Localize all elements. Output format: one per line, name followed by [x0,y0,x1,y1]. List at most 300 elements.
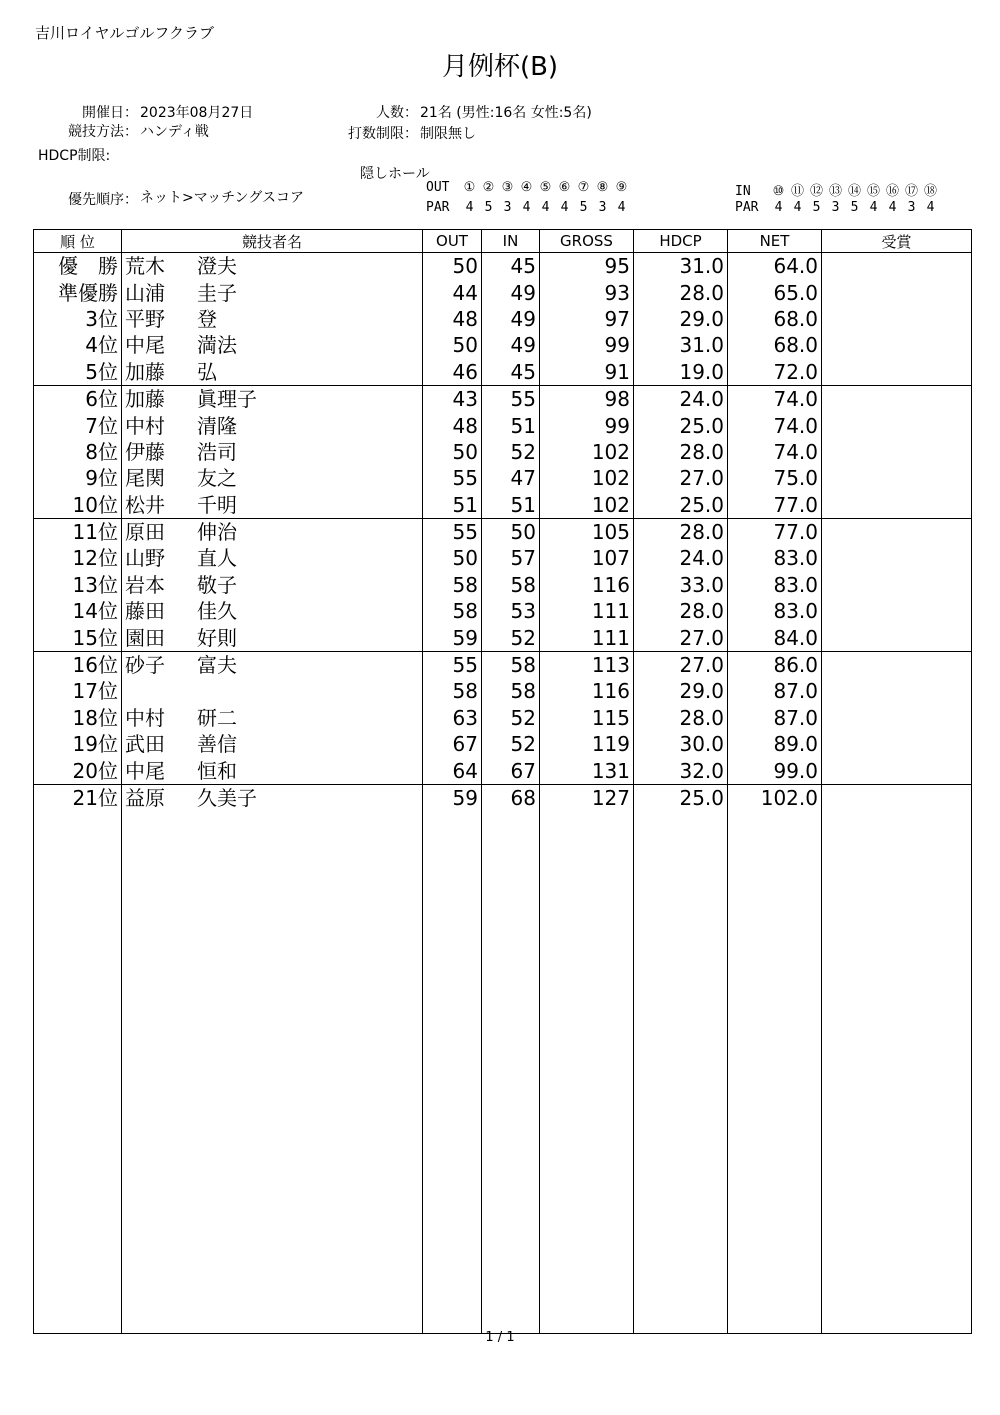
first-name: 千明 [197,492,237,517]
out-cell: 55 [423,465,482,491]
last-name: 中村 [125,705,165,730]
last-name: 原田 [125,520,165,545]
holes-row-label: PAR [426,200,450,215]
first-name: 佳久 [197,599,237,624]
gross-cell: 131 [540,757,634,784]
last-name: 中尾 [125,333,165,358]
name-cell [122,731,423,757]
table-row [34,465,972,491]
rank-cell: 準優勝 [34,279,122,305]
hdcp-cell: 25.0 [634,412,728,438]
table-row [34,545,972,571]
net-cell: 72.0 [728,359,822,386]
gross-cell: 107 [540,545,634,571]
hdcp-cell: 27.0 [634,651,728,678]
method-value: ハンディ戦 [140,124,209,140]
gross-cell: 102 [540,492,634,519]
last-name: 平野 [125,306,165,331]
gross-cell: 93 [540,279,634,305]
header-hdcp: HDCP [634,230,728,253]
award-cell [822,598,972,624]
in-holes-row [735,180,940,199]
net-cell: 89.0 [728,731,822,757]
holes-row-label: OUT [426,180,450,195]
in-cell: 52 [482,731,540,757]
hole-cell: ⑦ [577,180,590,195]
award-cell [822,651,972,678]
hdcp-cell: 30.0 [634,731,728,757]
stroke-limit-label: 打数制限： [348,126,418,142]
last-name: 山野 [125,546,165,571]
gross-cell: 98 [540,385,634,412]
award-cell [822,705,972,731]
results-table [33,229,972,1334]
out-cell: 50 [423,332,482,358]
award-cell [822,306,972,332]
in-cell: 52 [482,705,540,731]
name-cell [122,651,423,678]
gross-cell: 116 [540,678,634,704]
in-cell: 49 [482,279,540,305]
hdcp-cell: 27.0 [634,624,728,651]
hdcp-cell: 29.0 [634,306,728,332]
count-label: 人数： [376,105,418,121]
count-value: 21名 (男性:16名 女性:5名) [420,105,592,121]
name-cell [122,678,423,704]
gross-cell: 116 [540,572,634,598]
empty-cell [34,811,122,1334]
hdcp-cell: 33.0 [634,572,728,598]
last-name: 加藤 [125,359,165,384]
out-cell: 59 [423,624,482,651]
header-award: 受賞 [822,230,972,253]
holes-row-label: IN [735,184,751,199]
out-par-row [426,200,631,215]
date-value: 2023年08月27日 [140,105,254,121]
rank-cell: 15位 [34,624,122,651]
net-cell: 83.0 [728,572,822,598]
net-cell: 87.0 [728,678,822,704]
gross-cell: 91 [540,359,634,386]
hole-cell: ⑥ [558,180,571,195]
award-cell [822,359,972,386]
award-cell [822,492,972,519]
header-out: OUT [423,230,482,253]
hole-cell: ⑫ [809,184,823,199]
net-cell: 65.0 [728,279,822,305]
hdcp-limit-label: HDCP制限: [38,148,111,164]
net-cell: 75.0 [728,465,822,491]
hdcp-cell: 25.0 [634,492,728,519]
hole-cell: ⑱ [923,184,937,199]
gross-cell: 97 [540,306,634,332]
table-row [34,306,972,332]
last-name: 岩本 [125,572,165,597]
table-row [34,678,972,704]
out-cell: 51 [423,492,482,519]
out-cell: 64 [423,757,482,784]
method-label: 競技方法： [68,124,138,140]
hdcp-cell: 28.0 [634,705,728,731]
gross-cell: 115 [540,705,634,731]
hole-cell: 4 [869,200,878,215]
table-row [34,385,972,412]
hdcp-cell: 31.0 [634,253,728,280]
table-row [34,439,972,465]
out-cell: 43 [423,385,482,412]
table-row [34,359,972,386]
rank-cell: 10位 [34,492,122,519]
first-name: 直人 [197,546,237,571]
hole-cell: ⑪ [790,184,804,199]
award-cell [822,253,972,280]
out-cell: 50 [423,253,482,280]
out-cell: 55 [423,518,482,545]
hdcp-cell: 25.0 [634,784,728,811]
rank-cell: 14位 [34,598,122,624]
empty-cell [634,811,728,1334]
award-cell [822,678,972,704]
hdcp-cell: 31.0 [634,332,728,358]
in-cell: 45 [482,359,540,386]
out-cell: 44 [423,279,482,305]
award-cell [822,757,972,784]
last-name: 伊藤 [125,439,165,464]
in-cell: 67 [482,757,540,784]
empty-cell [482,811,540,1334]
empty-cell [540,811,634,1334]
gross-cell: 127 [540,784,634,811]
first-name: 弘 [197,359,217,384]
first-name: 善信 [197,732,237,757]
out-holes-row [426,180,631,195]
table-filler-row [34,811,972,1334]
rank-cell: 21位 [34,784,122,811]
last-name: 藤田 [125,599,165,624]
hole-cell: 4 [522,200,531,215]
first-name: 浩司 [197,439,237,464]
name-cell [122,465,423,491]
header-in: IN [482,230,540,253]
name-cell [122,518,423,545]
last-name: 益原 [125,786,165,810]
name-cell [122,492,423,519]
date-label: 開催日： [82,105,138,121]
hole-cell: ④ [520,180,533,195]
in-cell: 45 [482,253,540,280]
award-cell [822,624,972,651]
hdcp-cell: 28.0 [634,598,728,624]
first-name: 久美子 [197,786,257,810]
in-cell: 52 [482,624,540,651]
name-cell [122,253,423,280]
award-cell [822,731,972,757]
net-cell: 74.0 [728,439,822,465]
award-cell [822,572,972,598]
name-cell [122,332,423,358]
hole-cell: ⑭ [847,184,861,199]
net-cell: 68.0 [728,332,822,358]
first-name: 圭子 [197,280,237,305]
net-cell: 77.0 [728,492,822,519]
award-cell [822,784,972,811]
last-name: 尾関 [125,466,165,491]
first-name: 研二 [197,705,237,730]
empty-cell [822,811,972,1334]
award-cell [822,412,972,438]
stroke-limit-value: 制限無し [420,126,476,142]
table-row [34,624,972,651]
rank-cell: 18位 [34,705,122,731]
rank-cell: 11位 [34,518,122,545]
table-row [34,731,972,757]
first-name: 登 [197,306,217,331]
hole-cell: 5 [812,200,821,215]
hole-cell: ⑯ [885,184,899,199]
award-cell [822,439,972,465]
out-cell: 67 [423,731,482,757]
table-row [34,492,972,519]
net-cell: 77.0 [728,518,822,545]
gross-cell: 111 [540,598,634,624]
rank-cell: 17位 [34,678,122,704]
in-cell: 58 [482,572,540,598]
in-cell: 57 [482,545,540,571]
net-cell: 99.0 [728,757,822,784]
table-row [34,518,972,545]
gross-cell: 102 [540,439,634,465]
rank-cell: 19位 [34,731,122,757]
header-rank: 順 位 [34,230,122,253]
out-cell: 59 [423,784,482,811]
out-cell: 48 [423,306,482,332]
net-cell: 83.0 [728,545,822,571]
rank-cell: 20位 [34,757,122,784]
gross-cell: 119 [540,731,634,757]
hole-cell: 3 [831,200,840,215]
name-cell [122,279,423,305]
hdcp-cell: 24.0 [634,545,728,571]
hdcp-cell: 28.0 [634,439,728,465]
hole-cell: 5 [850,200,859,215]
hole-cell: ⑮ [866,184,880,199]
out-cell: 58 [423,572,482,598]
in-cell: 52 [482,439,540,465]
in-par-row [735,200,940,215]
last-name: 松井 [125,492,165,517]
gross-cell: 99 [540,332,634,358]
rank-cell: 8位 [34,439,122,465]
name-cell [122,385,423,412]
hdcp-cell: 19.0 [634,359,728,386]
first-name: 恒和 [197,758,237,783]
net-cell: 84.0 [728,624,822,651]
in-cell: 55 [482,385,540,412]
table-row [34,705,972,731]
header-net: NET [728,230,822,253]
hole-cell: ⑤ [539,180,552,195]
hdcp-cell: 32.0 [634,757,728,784]
rank-cell: 13位 [34,572,122,598]
award-cell [822,279,972,305]
name-cell [122,412,423,438]
out-cell: 50 [423,439,482,465]
in-cell: 53 [482,598,540,624]
rank-cell: 9位 [34,465,122,491]
gross-cell: 105 [540,518,634,545]
hole-cell: ⑧ [596,180,609,195]
table-row [34,757,972,784]
name-cell [122,624,423,651]
last-name: 中尾 [125,758,165,783]
gross-cell: 99 [540,412,634,438]
holes-row-label: PAR [735,200,759,215]
hdcp-cell: 28.0 [634,518,728,545]
name-cell [122,306,423,332]
hole-cell: 4 [560,200,569,215]
hole-cell: ⑨ [615,180,628,195]
hidden-hole-label: 隠しホール [360,166,430,182]
out-cell: 50 [423,545,482,571]
hole-cell: 3 [907,200,916,215]
last-name: 加藤 [125,387,165,412]
page-title: 月例杯(B) [441,52,559,82]
gross-cell: 111 [540,624,634,651]
hole-cell: ⑬ [828,184,842,199]
header-gross: GROSS [540,230,634,253]
empty-cell [728,811,822,1334]
rank-cell: 12位 [34,545,122,571]
first-name: 友之 [197,466,237,491]
hole-cell: 4 [541,200,550,215]
hole-cell: ⑩ [772,184,785,199]
name-cell [122,439,423,465]
out-cell: 48 [423,412,482,438]
first-name: 富夫 [197,653,237,678]
net-cell: 86.0 [728,651,822,678]
rank-cell: 優 勝 [34,253,122,280]
hole-cell: ③ [501,180,514,195]
first-name: 敬子 [197,572,237,597]
net-cell: 87.0 [728,705,822,731]
rank-cell: 6位 [34,385,122,412]
first-name: 好則 [197,625,237,650]
name-cell [122,545,423,571]
name-cell [122,572,423,598]
net-cell: 102.0 [728,784,822,811]
last-name: 荒木 [125,254,165,279]
in-cell: 51 [482,492,540,519]
first-name: 澄夫 [197,254,237,279]
first-name: 満法 [197,333,237,358]
in-cell: 68 [482,784,540,811]
name-cell [122,598,423,624]
rank-cell: 3位 [34,306,122,332]
hdcp-cell: 28.0 [634,279,728,305]
in-cell: 49 [482,332,540,358]
rank-cell: 4位 [34,332,122,358]
last-name: 園田 [125,625,165,650]
first-name: 清隆 [197,413,237,438]
club-name: 吉川ロイヤルゴルフクラブ [35,24,214,42]
in-cell: 50 [482,518,540,545]
rank-cell: 5位 [34,359,122,386]
net-cell: 64.0 [728,253,822,280]
out-cell: 46 [423,359,482,386]
priority-value: ネット>マッチングスコア [140,190,305,206]
out-cell: 58 [423,598,482,624]
hdcp-cell: 27.0 [634,465,728,491]
priority-label: 優先順序： [68,192,138,208]
net-cell: 83.0 [728,598,822,624]
award-cell [822,385,972,412]
gross-cell: 95 [540,253,634,280]
gross-cell: 113 [540,651,634,678]
name-cell [122,705,423,731]
page-number: 1 / 1 [485,1330,515,1345]
net-cell: 74.0 [728,412,822,438]
hole-cell: ⑰ [904,184,918,199]
hole-cell: 3 [503,200,512,215]
in-cell: 58 [482,678,540,704]
in-cell: 51 [482,412,540,438]
table-row [34,412,972,438]
hole-cell: 5 [484,200,493,215]
award-cell [822,545,972,571]
award-cell [822,332,972,358]
rank-cell: 16位 [34,651,122,678]
hole-cell: 4 [793,200,802,215]
name-cell [122,359,423,386]
hole-cell: 4 [617,200,626,215]
hole-cell: 4 [774,200,783,215]
out-cell: 55 [423,651,482,678]
last-name: 武田 [125,732,165,757]
hole-cell: 3 [598,200,607,215]
last-name: 中村 [125,413,165,438]
net-cell: 74.0 [728,385,822,412]
award-cell [822,465,972,491]
table-row [34,279,972,305]
table-row [34,598,972,624]
table-row [34,332,972,358]
hdcp-cell: 29.0 [634,678,728,704]
table-row [34,572,972,598]
table-row [34,784,972,811]
name-cell [122,757,423,784]
hole-cell: ① [463,180,476,195]
out-cell: 58 [423,678,482,704]
in-cell: 58 [482,651,540,678]
hole-cell: 4 [926,200,935,215]
net-cell: 68.0 [728,306,822,332]
hole-cell: 5 [579,200,588,215]
hole-cell: 4 [465,200,474,215]
first-name: 眞理子 [197,387,257,412]
empty-cell [423,811,482,1334]
header-name: 競技者名 [122,230,423,253]
table-header-row [34,230,972,253]
table-row [34,253,972,280]
last-name: 砂子 [125,653,165,678]
rank-cell: 7位 [34,412,122,438]
hole-cell: 4 [888,200,897,215]
hdcp-cell: 24.0 [634,385,728,412]
in-cell: 49 [482,306,540,332]
first-name: 伸治 [197,520,237,545]
empty-cell [122,811,423,1334]
gross-cell: 102 [540,465,634,491]
